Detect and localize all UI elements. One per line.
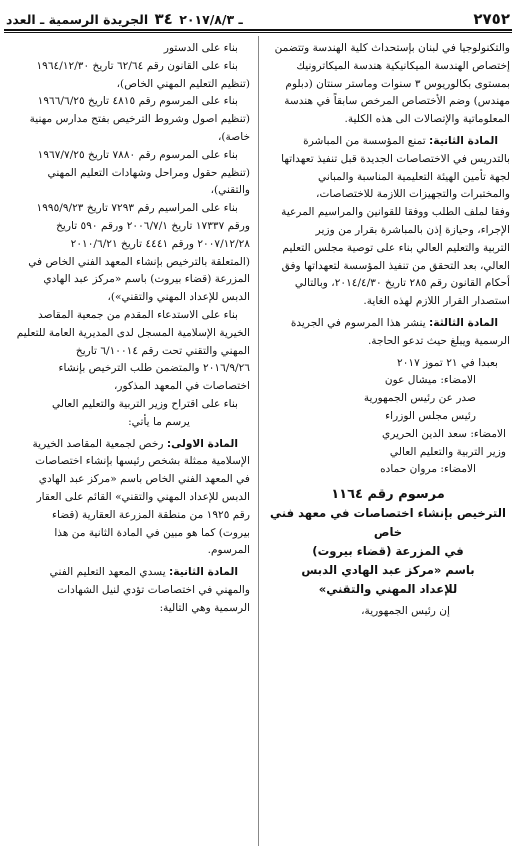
text-line: لجهة تأمين الهيئة التعليمية المناسبة والمباني [318, 170, 510, 183]
text-line: بناء على الدستور [163, 42, 238, 54]
gazette-label: الجريدة الرسمية ـ العدد [6, 12, 149, 27]
text-line: بناء على القانون رقم ٦٢/٦٤ تاريخ ١٩٦٤/١٢/٣٠ [36, 59, 238, 72]
article-label: المادة الثالثة: [429, 316, 498, 329]
text-line: بمستوى بكالوريوس ٣ سنوات وماستر سنتان (دبلوم [285, 77, 510, 90]
text-line [266, 133, 510, 151]
gazette-masthead [6, 10, 243, 28]
text-line: بناء على الاستدعاء المقدم من جمعية المقاصد [38, 308, 238, 321]
text-line: العالي، بعد التحقق من تنفيذ المؤسسة لتعهداتها وفق [281, 259, 510, 272]
text-line: بناء على المراسيم رقم ٧٢٩٣ تاريخ ١٩٩٥/٩/٢٣ [36, 202, 238, 215]
text-line: ٢٠١٦/٩/٢٦ والمتضمن طلب الترخيص بإنشاء [58, 362, 250, 375]
issued-by-president: صدر عن رئيس الجمهورية [363, 392, 476, 405]
decree-number: مرسوم رقم ١١٦٤ [331, 487, 445, 503]
text-line: والتقني)، [210, 184, 250, 197]
text-line: (المتعلقة بالترخيص بإنشاء المعهد الفني الخاص في [28, 255, 250, 268]
text-line: يرسم ما يأتي: [128, 415, 190, 428]
header-rule-thin [4, 32, 512, 33]
text-line: مهندس) وضم الأختصاص المرخص سابقاً في هندسة [284, 95, 510, 108]
text-line: (تنظيم التعليم المهني الخاص)، [116, 77, 250, 90]
decree-title-line: للإعداد المهني والتقني» [318, 582, 458, 597]
signature-prime-minister: الامضاء: سعد الدين الحريري [382, 427, 506, 440]
page-number: ٢٧٥٢ [473, 10, 510, 28]
signing-place-date: بعبدا في ٢١ تموز ٢٠١٧ [397, 356, 498, 369]
intro-paragraph [266, 40, 510, 129]
text-line: في المعهد الفني الخاص باسم «مركز عبد الهادي [38, 473, 250, 486]
text-line: المهني والتقني تحت رقم ٦/١٠٠١٤ تاريخ [75, 344, 250, 357]
article-label: المادة الثانية: [429, 134, 498, 147]
text-line: الرسمية وهي التالية: [159, 601, 250, 614]
signature-president: الامضاء: ميشال عون [384, 374, 476, 387]
text-line: ٢٠٠٧/١٢/٢٨ ورقم ٤٤٤١ تاريخ ٢٠١٠/٦/٢١ [70, 237, 250, 250]
text-line: الدبس للإعداد المهني والتقني» القائم على العقار [36, 490, 250, 503]
article-label: المادة الاولى: [166, 437, 238, 450]
left-column [6, 40, 250, 622]
article-2-left [6, 564, 250, 617]
text-line: والتكنولوجيا في لبنان بإستحداث كلية الهندسة وتتضمن [274, 42, 510, 54]
prime-minister-title: رئيس مجلس الوزراء [385, 409, 476, 422]
text-line: استصدار القرار اللازم لهذه الغاية. [363, 295, 510, 308]
text-line: الإسلامية ممثلة بشخص رئيسها بإنشاء اختصاصات [35, 455, 250, 468]
text-line: المعلوماتية والإتصالات الى هذه الكلية. [344, 113, 510, 126]
text-line: الدبس للإعداد المهني والتقني»)، [107, 291, 250, 304]
text-line: الخيرية الإسلامية المسجل لدى المديرية العامة للتعليم [16, 326, 250, 339]
text-line: والمهني في اختصاصات تؤدي لنيل الشهادات [57, 583, 250, 596]
article-text: ينشر هذا المرسوم في الجريدة [290, 316, 426, 329]
text-line: بناء على المرسوم رقم ٤٨١٥ تاريخ ١٩٦٦/٦/٢٥ [37, 95, 238, 108]
page-header [6, 4, 510, 28]
signature-minister: الامضاء: مروان حماده [380, 463, 476, 476]
right-column [266, 40, 510, 621]
text-line: الرسمية ويبلغ حيث تدعو الحاجة. [367, 334, 510, 347]
text-line: بيروت) كما هو مبين في المادة الثانية من هذا [54, 526, 250, 539]
text-line [6, 436, 250, 454]
text-line [6, 564, 250, 582]
article-1 [6, 436, 250, 561]
minister-title: وزير التربية والتعليم العالي [389, 445, 506, 458]
text-line: وفقا لملف الطلب ووفقا للقوانين والمراسيم المرعية [281, 206, 510, 219]
article-2 [266, 133, 510, 311]
text-line: بناء على المرسوم رقم ٧٨٨٠ تاريخ ١٩٦٧/٧/٢٥ [37, 148, 238, 161]
decree-title-line: في المزرعة (قضاء بيروت) [312, 544, 464, 559]
text-line: المرسوم. [207, 544, 250, 557]
text-line: خاصة)، [217, 130, 250, 143]
text-line: المزرعة (قضاء بيروت) باسم «مركز عبد الهادي [43, 273, 250, 286]
text-line: ورقم ١٧٣٣٧ تاريخ ٢٠٠٦/٧/١ ورقم ٥٩٠ تاريخ [56, 219, 250, 232]
text-line: والمختبرات والتجهيزات اللازمة للاختصاصات، [316, 188, 510, 201]
column-divider [258, 36, 259, 846]
text-line: أحكام القانون رقم ٢٨٥ تاريخ ٢٠١٤/٤/٣٠، وبالتالي [294, 277, 510, 290]
decree-title-line: الترخيص بإنشاء اختصاصات في معهد فني خاص [270, 506, 506, 540]
text-line [266, 315, 510, 333]
text-line: بالتدريس في الاختصاصات الجديدة قبل تنفيذ تعهداتها [281, 152, 510, 165]
article-3 [266, 315, 510, 351]
text-line: (تنظيم حقول ومراحل وشهادات التعليم المهني [47, 166, 250, 179]
article-text: تمنع المؤسسة من المباشرة [303, 134, 426, 147]
closing-line: إن رئيس الجمهورية، [361, 605, 450, 618]
gazette-issue-date: ـ ٢٠١٧/٨/٣ [179, 12, 243, 27]
header-rule [4, 29, 512, 31]
decree-title-line: باسم «مركز عبد الهادي الدبس [301, 563, 475, 578]
text-line: الإجراء، وحيازة إذن بالمباشرة بقرار من وزير [315, 223, 510, 236]
gazette-issue-number: ٣٤ [154, 10, 173, 28]
text-line: اختصاصات في المعهد المذكور، [113, 380, 250, 393]
article-text: رخص لجمعية المقاصد الخيرية [32, 437, 164, 450]
preamble [6, 40, 250, 432]
text-line: رقم ١٩٢٥ من منطقة المزرعة العقارية (قضاء [51, 508, 250, 521]
text-line: إختصاص الهندسة الميكانيكية هندسة الميكاترونيك [296, 59, 510, 72]
text-line: (تنظيم اصول وشروط الترخيص بفتح مدارس مهنية [29, 113, 250, 126]
text-line: بناء على اقتراح وزير التربية والتعليم العالي [51, 397, 238, 410]
article-text: يسدي المعهد التعليم الفني [49, 566, 166, 579]
article-label: المادة الثانية: [169, 566, 238, 579]
text-line: التربية والتعليم العالي بناء على توصية مجلس التعليم [282, 241, 510, 254]
